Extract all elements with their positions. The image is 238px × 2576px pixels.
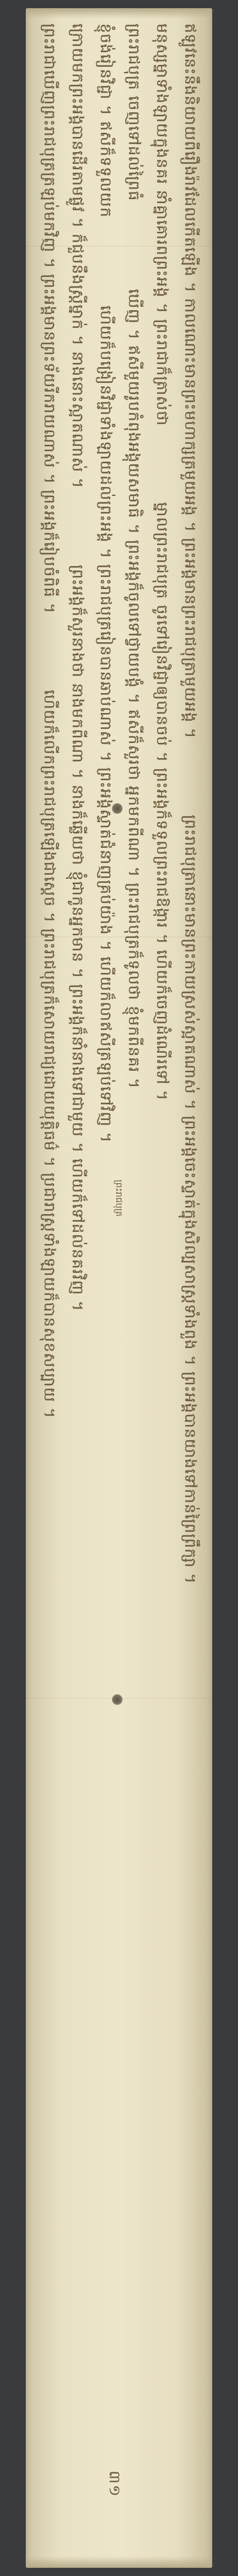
manuscript-line-segment: ឥឡូវនេះនឹងនិយាយពីរឿងរ៉ាវដែលកើតឡើង ។ កាលណោះមានព្រះមហាក្សត្រមួយអង្គ ។ ព្រះអង្គមានព្រះរាជបុត្រាមួយអង្គ ។ (181, 23, 199, 739)
leaf-top-edge (26, 8, 212, 19)
manuscript-text-block (26, 23, 212, 2553)
interlinear-note: ព្រះរាជបុត្រ (114, 1180, 124, 1217)
manuscript-line-segment: មនុស្សម្នាទាំងឡាយក្នុងនគរ នាំគ្នាគោរពព្រះអង្គ ។ ព្រះរាជាក៏ត្រាស់ថា (153, 23, 171, 426)
manuscript-line-segment: ហើយក៏បង្រៀនវិជ្ជាទាំងឡាយដល់ព្រះអង្គ ។ ព្រះរាជបុត្ររៀនបានឆាប់ណាស់ ។ ព្រះអង្គស្ទាត់ជំនាញគ្រប់យ៉ាង ។ ហើយក៏លាឥសីត្រឡប់ទៅវិញ ។ (97, 305, 114, 1143)
manuscript-line (38, 23, 61, 2553)
manuscript-line-segment: ព្រះរាជាឃើញព្រះរាជបុត្រត្រឡប់មកវិញ ។ ព្រះអង្គមានព្រះទ័យរីករាយណាស់ ។ ព្រះអង្គក៏រៀបចំពិធី ។ (40, 23, 58, 614)
manuscript-line-segment: ហើយក៏លើកព្រះរាជបុត្រឡើងជាស្តេច ។ ព្រះរាជបុត្រក៏សោយរាជ្យដោយយុត្តិធម៌ ។ ប្រជារាស្ត្រទាំងឡាយក៏បានសុខសប្បាយ ។ (40, 690, 58, 1419)
manuscript-line (178, 23, 202, 2553)
manuscript-line (66, 23, 89, 2553)
manuscript-line-segment: ព្រះរាជបុត្រានោះមានព្រះកាយស្រស់ស្អាតណាស់ ។ ព្រះអង្គចេះស្ទាត់ក្នុងសិល្បសាស្ត្រទាំងពួង ។ ព្រះអង្គបានយាងទៅកាន់ព្រៃព្រឹក្សា ។ (181, 814, 199, 1584)
manuscript-line-segment: ម្នាលព្រះរាជបុត្រ ចូរទៅរៀនវិជ្ជាឲ្យបានចប់ ។ ព្រះអង្គក៏ទទួលព្រះរាជឱង្ការ ។ ហើយក៏ចេញដំណើរទៅ ។ (153, 502, 171, 1101)
manuscript-line-segment: ខ្ញុំចង់រៀនវិជ្ជា ។ ឥសីក៏ទទួលយក (97, 23, 114, 218)
manuscript-line-segment: ព្រះរាជបុត្រ ចេញទៅដល់ព្រៃធំ (125, 23, 142, 201)
leaf-number: ៣១ (106, 2471, 123, 2498)
manuscript-line-segment: ព្រះអង្គក៏សួរនាងថា នាងមកពីណា ។ នាងក៏ឆ្លើយថា ខ្ញុំជាកូនអ្នកមាន ។ ព្រះអង្គក៏នាំនាងទៅជាមួយ ។ ហើយក៏ទៅដល់នគរវិញ ។ (69, 564, 86, 1311)
manuscript-line-segment: ឃើញ ។ ឥសីមួយរូបកំពុងអង្គុយសមាធិ ។ ព្រះអង្គក៏ចូលទៅថ្វាយបង្គំ ។ ឥសីក៏សួរថា អ្នកមកពីណា ។ ព្រះរាជបុត្រក៏ទូលថា ខ្ញុំមកពីនគរ ។ (125, 289, 142, 1089)
manuscript-line (94, 23, 117, 2553)
leaf-bottom-edge (26, 2556, 212, 2568)
manuscript-line-segment: ក្រោយមកព្រះអង្គបានដើរតាមផ្លូវ ។ ក៏ជួបនឹងស្ត្រីម្នាក់ ។ នាងនោះស្អាតណាស់ ។ (69, 23, 86, 489)
manuscript-line (122, 23, 145, 2553)
manuscript-line (150, 23, 174, 2553)
